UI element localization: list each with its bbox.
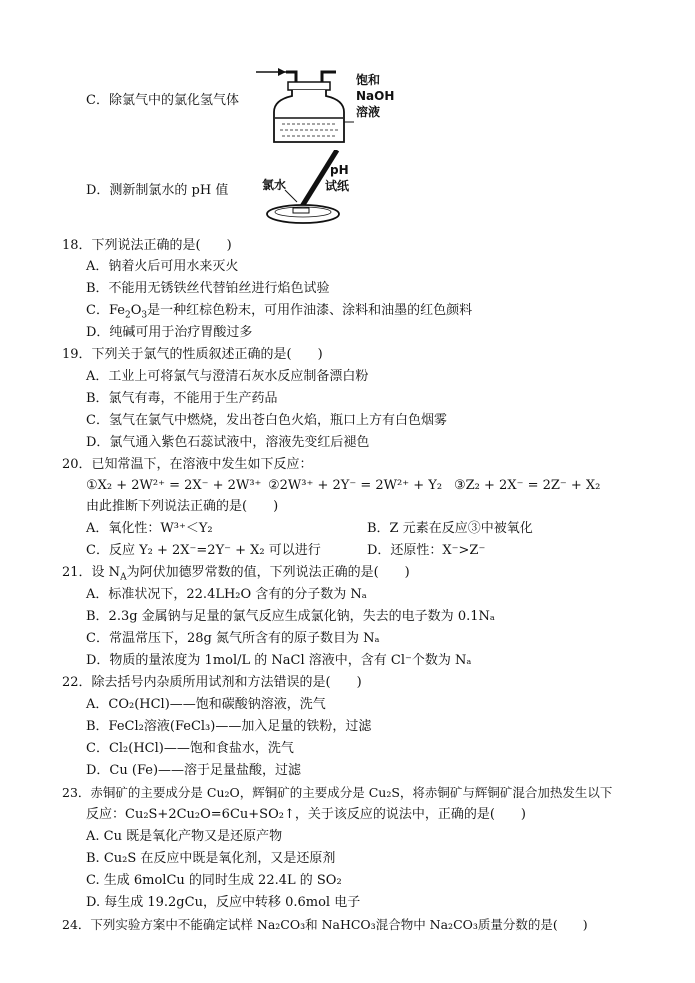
q18-option-d: D．纯碱可用于治疗胃酸过多 [86, 325, 253, 340]
label-ph: pH [330, 163, 349, 177]
q23-stem-line1: 23．赤铜矿的主要成分是 Cu₂O，辉铜矿的主要成分是 Cu₂S，将赤铜矿与辉铜矿混合加热发生以下 [62, 785, 613, 800]
q20-reaction-3: ③Z₂ + 2X⁻ = 2Z⁻ + X₂ [454, 478, 601, 493]
label-saturated: 饱和 [356, 73, 381, 87]
q23-option-a: A. Cu 既是氧化产物又是还原产物 [86, 829, 283, 844]
q18-option-b: B．不能用无锈铁丝代替铂丝进行焰色试验 [86, 281, 330, 296]
q20-reaction-1: ①X₂ + 2W²⁺ = 2X⁻ + 2W³⁺ [86, 478, 262, 493]
q20-option-c: C．反应 Y₂ + 2X⁻=2Y⁻ + X₂ 可以进行 [86, 543, 321, 558]
label-solution: 溶液 [356, 105, 381, 119]
q20-inference: 由此推断下列说法正确的是( ) [86, 499, 279, 514]
q20-option-d: D．还原性：X⁻>Z⁻ [367, 543, 486, 558]
q19-stem: 19．下列关于氯气的性质叙述正确的是( ) [62, 347, 323, 362]
q19-option-c: C．氢气在氯气中燃烧，发出苍白色火焰，瓶口上方有白色烟雾 [86, 413, 447, 428]
option-d-top: D．测新制氯水的 pH 值 [86, 183, 229, 198]
q21-option-d: D．物质的量浓度为 1mol/L 的 NaCl 溶液中，含有 Cl⁻个数为 Nₐ [86, 653, 472, 668]
label-naoh: NaOH [356, 89, 395, 103]
q20-stem: 20．已知常温下，在溶液中发生如下反应： [62, 457, 313, 472]
q24-stem: 24．下列实验方案中不能确定试样 Na₂CO₃和 NaHCO₃混合物中 Na₂CO₃质量分数的是( ) [62, 917, 588, 932]
q19-option-d: D．氯气通入紫色石蕊试液中，溶液先变红后褪色 [86, 435, 370, 450]
label-chlorine-water: 氯水 [262, 178, 287, 192]
q21-option-a: A．标准状况下，22.4LH₂O 含有的分子数为 Nₐ [86, 587, 367, 602]
q18-option-a: A．钠着火后可用水来灭火 [86, 259, 239, 274]
q22-option-c: C．Cl₂(HCl)——饱和食盐水，洗气 [86, 741, 294, 756]
q20-reaction-2: ②2W³⁺ + 2Y⁻ = 2W²⁺ + Y₂ [268, 478, 443, 493]
q22-option-d: D．Cu (Fe)——溶于足量盐酸，过滤 [86, 763, 302, 778]
q22-option-b: B．FeCl₂溶液(FeCl₃)——加入足量的铁粉，过滤 [86, 719, 372, 734]
label-test-paper: 试纸 [325, 179, 350, 193]
q23-option-b: B. Cu₂S 在反应中既是氧化剂，又是还原剂 [86, 851, 336, 866]
q21-stem: 21．设 $N_A$为阿伏加德罗常数的值，下列说法正确的是( ) [62, 565, 410, 583]
option-c-top: C．除氯气中的氯化氢气体 [86, 93, 239, 108]
q19-option-a: A．工业上可将氯气与澄清石灰水反应制备漂白粉 [86, 369, 369, 384]
q20-option-a: A．氧化性：W³⁺＜Y₂ [86, 521, 213, 536]
q21-option-b: B．2.3g 金属钠与足量的氯气反应生成氯化钠，失去的电子数为 0.1Nₐ [86, 609, 495, 624]
q18-stem: 18．下列说法正确的是( ) [62, 238, 232, 253]
q19-option-b: B．氯气有毒，不能用于生产药品 [86, 391, 278, 406]
q21-option-c: C．常温常压下，28g 氮气所含有的原子数目为 Nₐ [86, 631, 380, 646]
q23-option-c: C. 生成 6molCu 的同时生成 22.4L 的 SO₂ [86, 873, 342, 888]
q22-stem: 22．除去括号内杂质所用试剂和方法错误的是( ) [62, 675, 362, 690]
q18-option-c: C．$Fe_2O_3$是一种红棕色粉末，可用作油漆、涂料和油墨的红色颜料 [86, 303, 473, 321]
q23-stem-line2: 反应：Cu₂S+2Cu₂O=6Cu+SO₂↑，关于该反应的说法中，正确的是( ) [86, 807, 526, 822]
q20-option-b: B．Z 元素在反应③中被氧化 [367, 521, 533, 536]
q23-option-d: D. 每生成 19.2gCu，反应中转移 0.6mol 电子 [86, 895, 361, 910]
q22-option-a: A．CO₂(HCl)——饱和碳酸钠溶液，洗气 [86, 697, 326, 712]
